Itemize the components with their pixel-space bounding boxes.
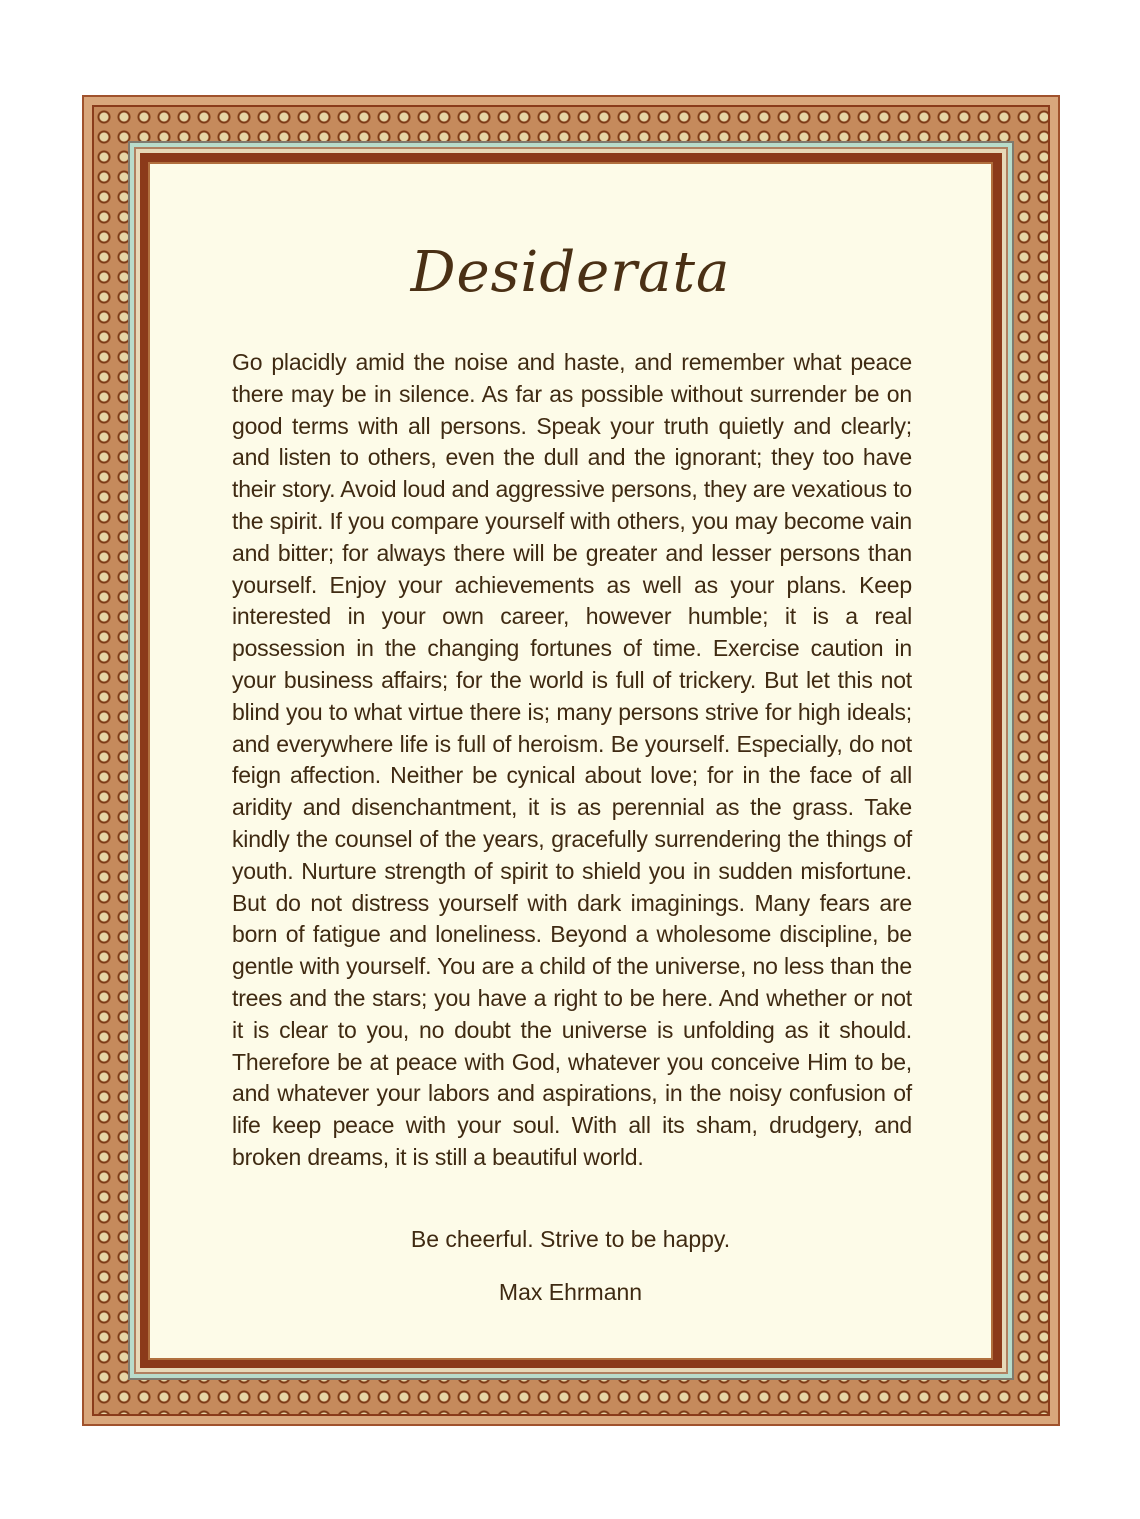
poem-title: Desiderata <box>410 240 731 305</box>
poem-closing-line: Be cheerful. Strive to be happy. <box>410 1226 731 1252</box>
poem-paper <box>148 162 993 1360</box>
poem-body: Go placidly amid the noise and haste, and remember what peace there may be in silence. As far as possible without surrender be on good terms with all persons. Speak your truth quietly and clearly; and listen to others, even the dull and the ignorant; they too have their story. Avoid loud and aggressive persons, they are vexatious to the spirit. If you compare yourself with others, you may become vain and bitter; for always there will be greater and lesser persons than yourself. Enjoy your achievements as well as your plans. Keep interested in your own career, however humble; it is a real possession in the changing fortunes of time. Exercise caution in your business affairs; for the world is full of trickery. But let this not blind you to what virtue there is; many persons strive for high ideals; and everywhere life is full of heroism. Be yourself. Especially, do not feign affection. Neither be cynical about love; for in the face of all aridity and disenchantment, it is as perennial as the grass. Take kindly the counsel of the years, gracefully surrendering the things of youth. Nurture strength of spirit to shield you in sudden misfortune. But do not distress yourself with dark imaginings. Many fears are born of fatigue and loneliness. Beyond a wholesome discipline, be gentle with yourself. You are a child of the universe, no less than the trees and the stars; you have a right to be here. And whether or not it is clear to you, no doubt the universe is unfolding as it should. Therefore be at peace with God, whatever you conceive Him to be, and whatever your labors and aspirations, in the noisy confusion of life keep peace with your soul. With all its sham, drudgery, and broken dreams, it is still a beautiful world. <box>232 349 912 1170</box>
poem-author: Max Ehrmann <box>498 1279 643 1305</box>
